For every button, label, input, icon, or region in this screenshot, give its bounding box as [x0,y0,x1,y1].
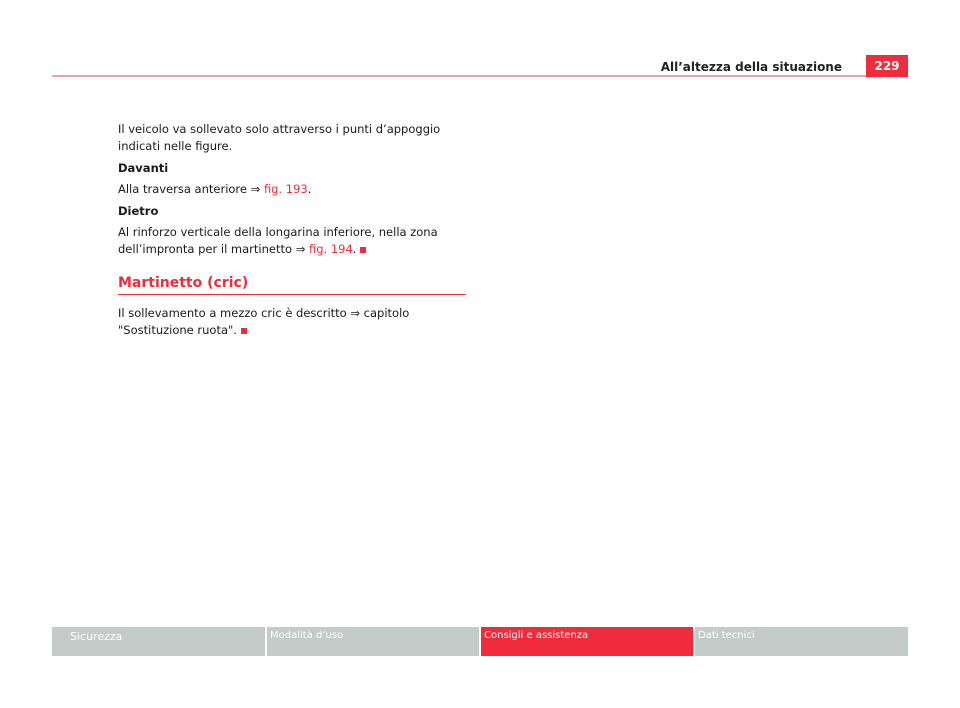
tab-consigli-assistenza[interactable]: Consigli e assistenza [481,627,693,656]
front-text: Alla traversa anteriore ⇒ [118,182,264,196]
header-rule [52,75,908,77]
rear-paragraph [118,224,468,258]
front-after: . [307,182,312,196]
intro-paragraph: Il veicolo va sollevato solo attraverso i punti d’appoggio indicati nelle figure. [118,122,441,153]
tab-modalita-uso[interactable]: Modalità d’uso [267,627,479,656]
section-title: Martinetto (cric) [118,275,249,291]
page-number: 229 [866,55,908,77]
tab-dati-tecnici[interactable]: Dati tecnici [695,627,908,656]
chapter-title: All’altezza della situazione [660,60,842,74]
front-heading: Davanti [118,161,169,175]
rear-text: Al rinforzo verticale della longarina inferiore, nella zona dell’impronta per il martinetto ⇒ [118,225,438,256]
fig-194-link[interactable]: fig. 194 [308,242,353,256]
fig-193-link[interactable]: fig. 193 [263,182,308,196]
footer-nav [52,627,908,656]
section-header [118,274,466,295]
section-paragraph [118,305,468,339]
rear-heading: Dietro [118,204,159,218]
section-text: Il sollevamento a mezzo cric è descritto ⇒ capitolo "Sostituzione ruota". [118,306,410,337]
page-content [118,121,468,344]
end-square-icon [360,247,366,253]
front-paragraph [118,181,468,198]
rear-after: . [352,242,357,256]
tab-sicurezza[interactable]: Sicurezza [52,627,265,656]
end-square-icon [241,328,247,334]
